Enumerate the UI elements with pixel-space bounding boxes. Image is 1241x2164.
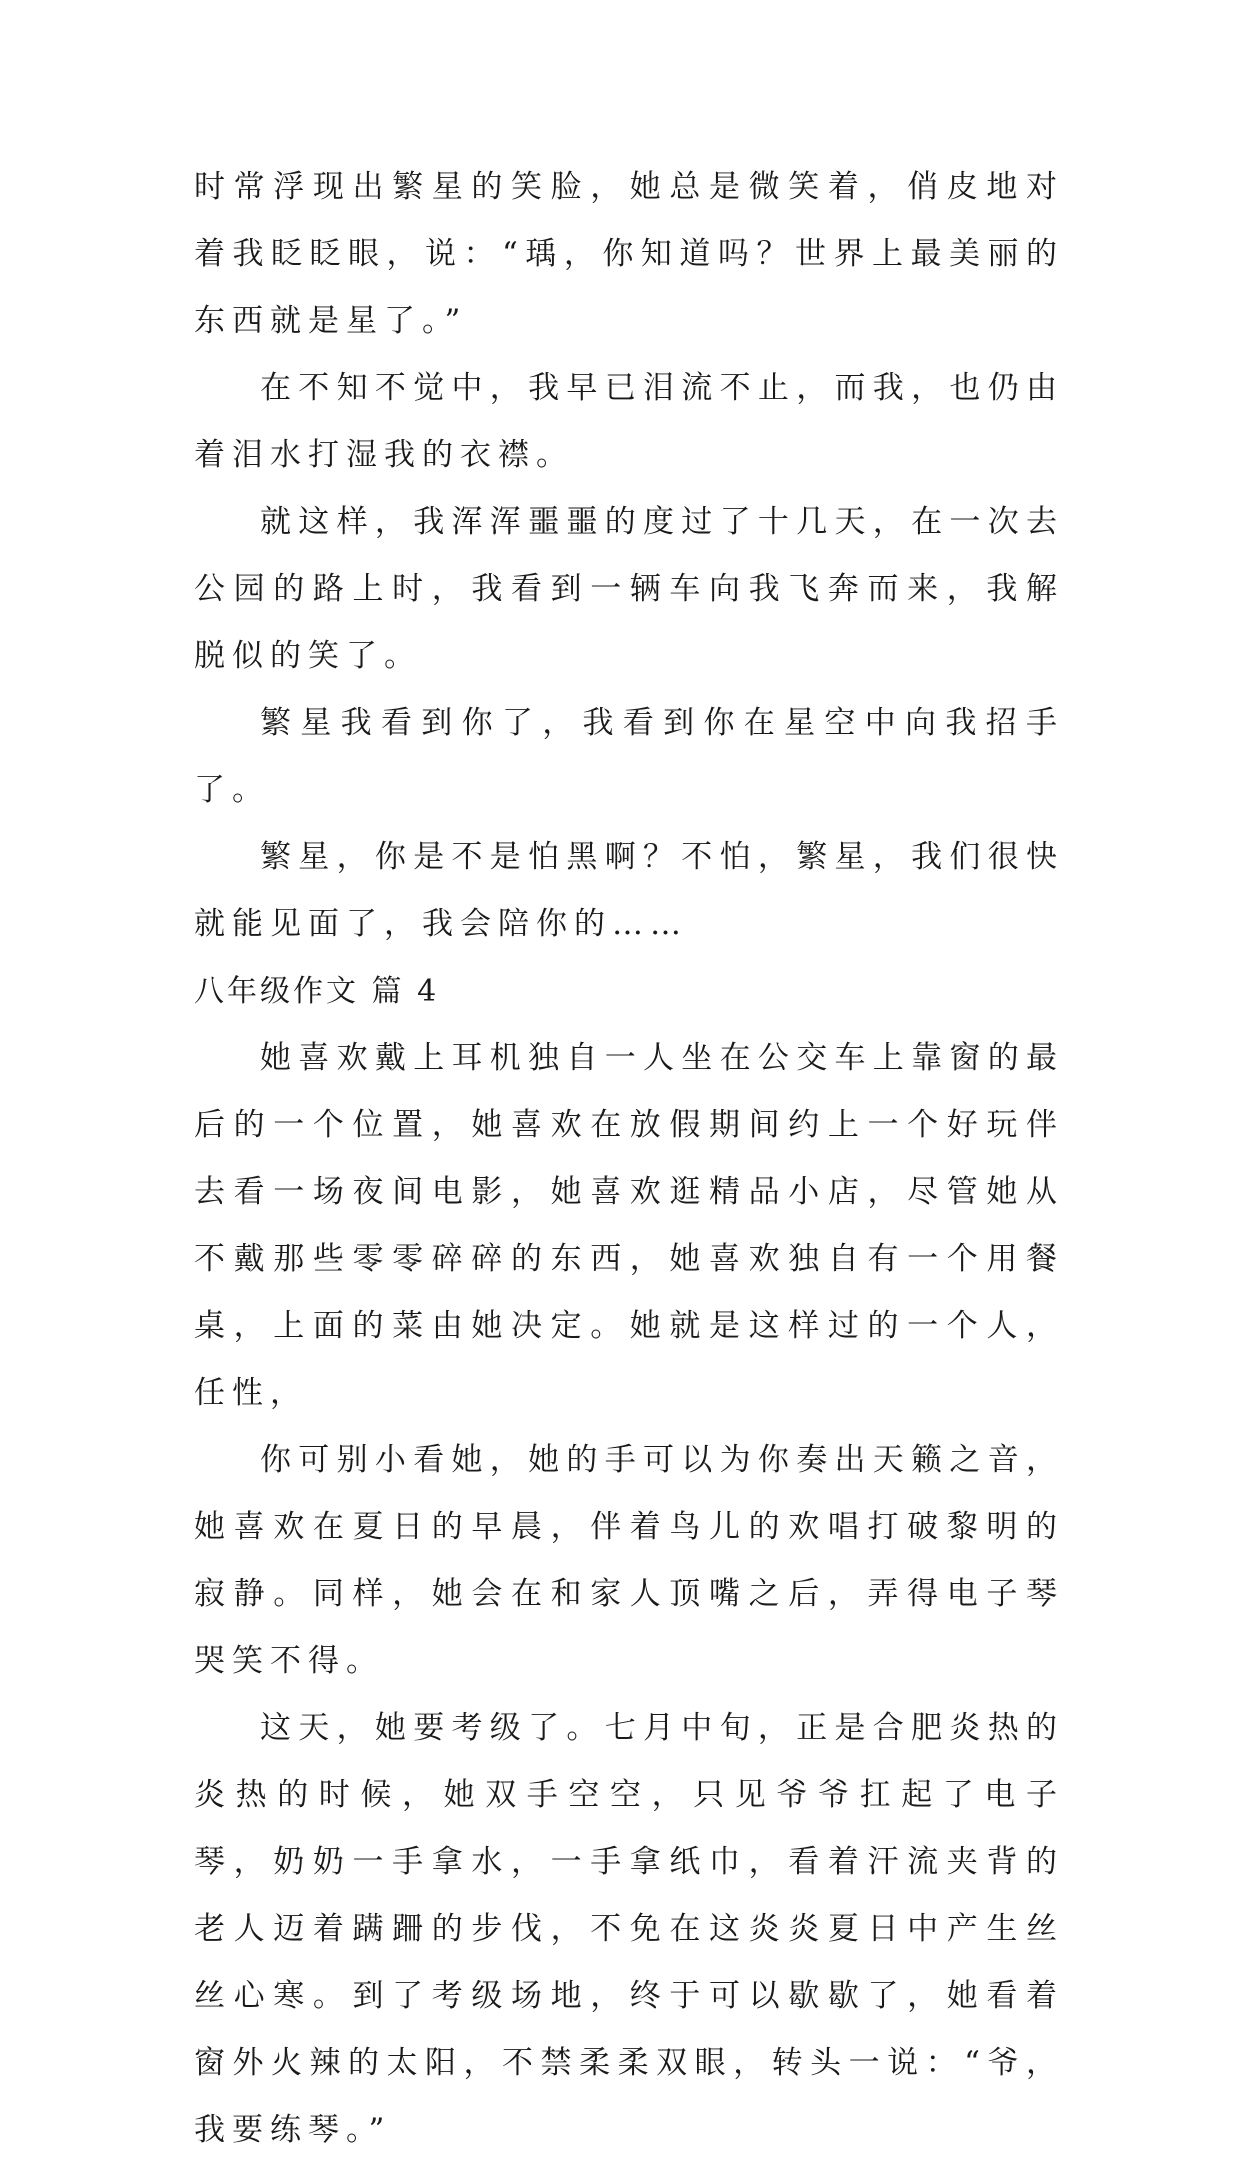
paragraph: 你可别小看她，她的手可以为你奏出天籁之音，她喜欢在夏日的早晨，伴着鸟儿的欢唱打破黎明的寂静。同样，她会在和家人顶嘴之后，弄得电子琴哭笑不得。 <box>194 1442 1064 1679</box>
paragraph: 繁星我看到你了，我看到你在星空中向我招手了。 <box>194 705 1064 808</box>
paragraph: 繁星，你是不是怕黑啊？不怕，繁星，我们很快就能见面了，我会陪你的…… <box>194 839 1064 942</box>
paragraph: 她喜欢戴上耳机独自一人坐在公交车上靠窗的最后的一个位置，她喜欢在放假期间约上一个好玩伴去看一场夜间电影，她喜欢逛精品小店，尽管她从不戴那些零零碎碎的东西，她喜欢独自有一个用餐桌，上面的菜由她决定。她就是这样过的一个人，任性， <box>194 1040 1064 1411</box>
paragraph: 就这样，我浑浑噩噩的度过了十几天，在一次去公园的路上时，我看到一辆车向我飞奔而来，我解脱似的笑了。 <box>194 504 1064 674</box>
document-body <box>194 154 1064 2164</box>
paragraph: 时常浮现出繁星的笑脸，她总是微笑着，俏皮地对着我眨眨眼，说：“瑀，你知道吗？世界上最美丽的东西就是星了。” <box>194 169 1064 339</box>
section-heading: 八年级作文 篇 4 <box>194 974 440 1009</box>
paragraph: 这天，她要考级了。七月中旬，正是合肥炎热的炎热的时候，她双手空空，只见爷爷扛起了电子琴，奶奶一手拿水，一手拿纸巾，看着汗流夹背的老人迈着蹒跚的步伐，不免在这炎炎夏日中产生丝丝心寒。到了考级场地，终于可以歇歇了，她看着窗外火辣的太阳，不禁柔柔双眼，转头一说：“爷，我要练琴。” <box>194 1710 1064 2148</box>
paragraph: 在不知不觉中，我早已泪流不止，而我，也仍由着泪水打湿我的衣襟。 <box>194 370 1064 473</box>
